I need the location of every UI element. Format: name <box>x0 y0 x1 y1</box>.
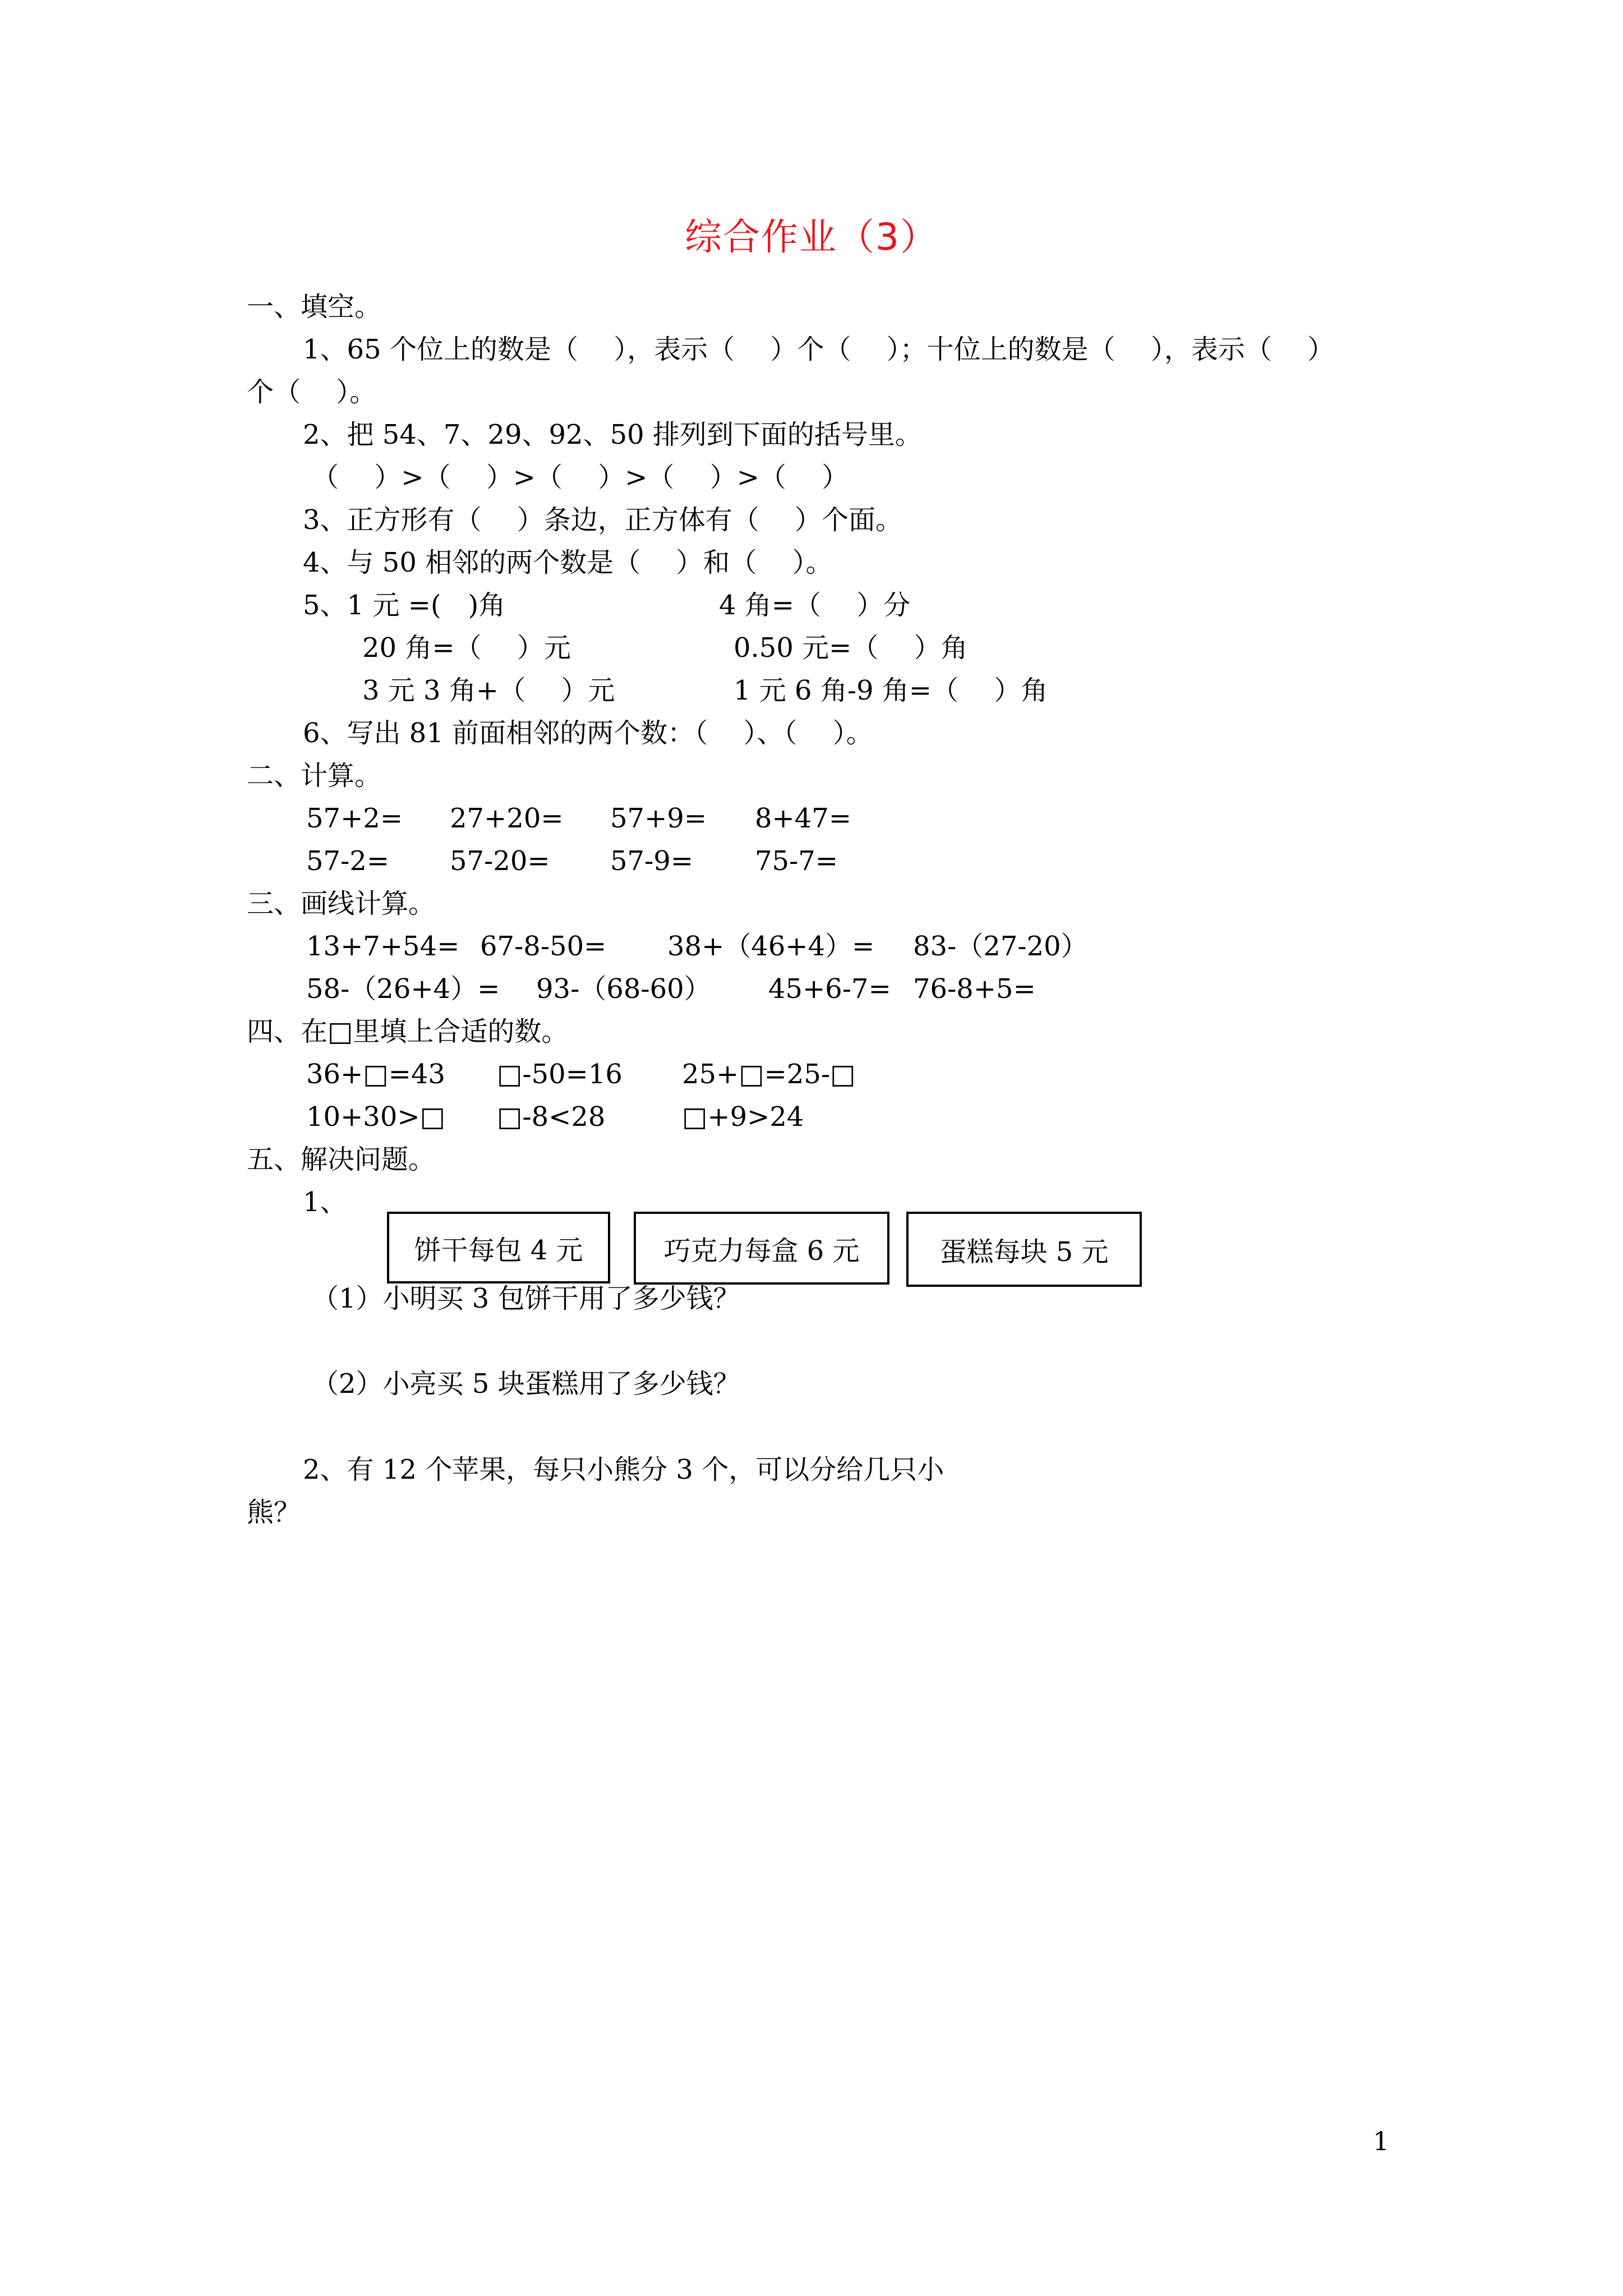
page-title: 综合作业（3） <box>685 215 938 259</box>
fill-item: 25+□=25-□ <box>682 1059 856 1090</box>
calc-item: 67-8-50= <box>480 931 607 962</box>
calc-item: 57+2= <box>306 803 403 834</box>
calc-item: 45+6-7= <box>768 973 891 1005</box>
question-5-row-3-left: 3 元 3 角+（ ）元 <box>362 675 615 706</box>
question-5-row-2-right: 0.50 元=（ ）角 <box>734 632 968 664</box>
page-number: 1 <box>1373 2126 1390 2156</box>
price-box-biscuits: 饼干每包 4 元 <box>387 1212 610 1283</box>
question-5-row-2-left: 20 角=（ ）元 <box>362 632 571 664</box>
question-6: 6、写出 81 前面相邻的两个数：（ ）、（ ）。 <box>303 717 873 749</box>
calc-item: 27+20= <box>450 803 564 834</box>
calc-item: 93-（68-60） <box>536 973 711 1005</box>
problem-2-line-1: 2、有 12 个苹果，每只小熊分 3 个，可以分给几只小 <box>303 1454 944 1485</box>
calc-item: 83-（27-20） <box>913 931 1088 962</box>
calc-item: 75-7= <box>755 845 838 877</box>
calc-item: 38+（46+4）= <box>667 931 875 962</box>
fill-item: 36+□=43 <box>306 1059 445 1090</box>
calc-item: 58-（26+4）= <box>306 973 500 1005</box>
question-2: 2、把 54、7、29、92、50 排列到下面的括号里。 <box>303 419 922 450</box>
calc-item: 57-9= <box>610 845 694 877</box>
section-4-heading: 四、在□里填上合适的数。 <box>247 1016 569 1047</box>
question-2-blanks: （ ）>（ ）>（ ）>（ ）>（ ） <box>312 462 849 493</box>
problem-1-label: 1、 <box>303 1186 347 1218</box>
calc-item: 57-2= <box>306 845 390 877</box>
problem-2-line-2: 熊？ <box>247 1497 301 1528</box>
price-box-chocolate: 巧克力每盒 6 元 <box>634 1212 889 1285</box>
fill-item: □-8<28 <box>497 1101 606 1133</box>
question-3: 3、正方形有（ ）条边，正方体有（ ）个面。 <box>303 504 903 536</box>
fill-item: □+9>24 <box>682 1101 804 1133</box>
calc-item: 13+7+54= <box>306 931 460 962</box>
fill-item: 10+30>□ <box>306 1101 445 1133</box>
question-4: 4、与 50 相邻的两个数是（ ）和（ ）。 <box>303 547 833 578</box>
calc-item: 57-20= <box>450 845 550 877</box>
section-1-heading: 一、填空。 <box>247 291 382 323</box>
question-1-line-2: 个（ ）。 <box>247 376 377 408</box>
price-box-cake: 蛋糕每块 5 元 <box>906 1212 1142 1287</box>
question-5-row-1-left: 5、1 元 =( )角 <box>303 590 506 621</box>
section-5-heading: 五、解决问题。 <box>247 1144 436 1175</box>
question-1-line-1: 1、65 个位上的数是（ ），表示（ ）个（ ）；十位上的数是（ ），表示（ ） <box>303 334 1335 365</box>
calc-item: 76-8+5= <box>913 973 1036 1005</box>
problem-1-sub-2: （2）小亮买 5 块蛋糕用了多少钱？ <box>312 1368 740 1400</box>
question-5-row-1-right: 4 角=（ ）分 <box>719 590 911 621</box>
question-5-row-3-right: 1 元 6 角-9 角=（ ）角 <box>734 675 1048 706</box>
section-2-heading: 二、计算。 <box>247 760 382 792</box>
calc-item: 57+9= <box>610 803 707 834</box>
problem-1-sub-1: （1）小明买 3 包饼干用了多少钱？ <box>312 1283 740 1314</box>
calc-item: 8+47= <box>755 803 852 834</box>
fill-item: □-50=16 <box>497 1059 623 1090</box>
section-3-heading: 三、画线计算。 <box>247 888 436 919</box>
